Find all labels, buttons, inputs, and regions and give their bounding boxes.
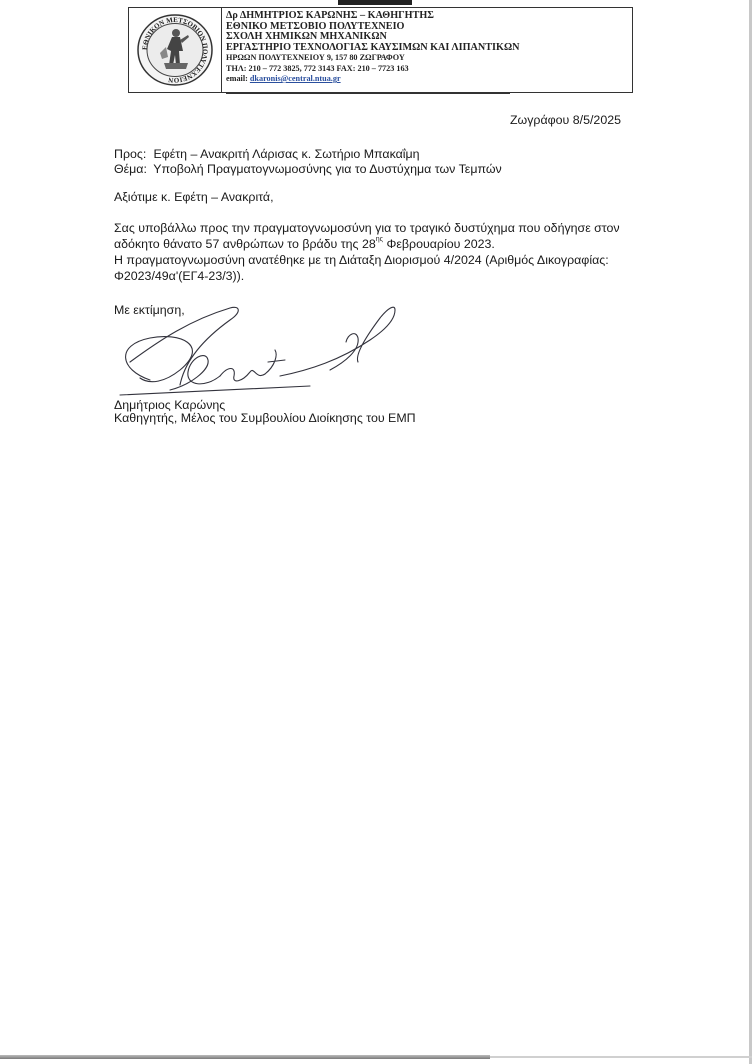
salutation: Αξιότιμε κ. Εφέτη – Ανακριτά, [114, 190, 274, 204]
email-link[interactable]: dkaronis@central.ntua.gr [249, 74, 341, 83]
body-line-1: Σας υποβάλλω προς την πραγματογνωμοσύνη για το τραγικό δυστύχημα που οδήγησε στον [114, 221, 620, 235]
phone-line: ΤΗΛ: 210 – 772 3825, 772 3143 FAX: 210 – 7723 163 [226, 63, 409, 73]
email-line [226, 74, 519, 85]
signer-name: Δημήτριος Καρώνης [114, 398, 226, 412]
body-line-3: Η πραγματογνωμοσύνη ανατέθηκε με τη Διάταξη Διορισμού 4/2024 (Αριθμός Δικογραφίας: [114, 253, 609, 267]
svg-text:ΕΘΝΙΚΟΝ ΜΕΤΣΟΒΙΟΝ ΠΟΛΥΤΕΧΝΕΙΟΝ: ΕΘΝΙΚΟΝ ΜΕΤΣΟΒΙΟΝ ΠΟΛΥΤΕΧΝΕΙΟΝ [140, 16, 210, 85]
body-line-2-end: Φεβρουαρίου 2023. [383, 237, 495, 251]
recipient-label: Προς: [114, 147, 147, 161]
closing: Με εκτίμηση, [114, 303, 185, 317]
handwritten-signature [110, 300, 410, 410]
recipient-line [114, 147, 420, 161]
bottom-rule-faint [490, 1056, 752, 1058]
subject-value: Υποβολή Πραγματογνωμοσύνης για το Δυστύχημα των Τεμπών [153, 162, 502, 176]
university-seal-icon [136, 13, 214, 87]
body-line-2 [114, 236, 634, 252]
seal-box [129, 8, 222, 92]
signer-title: Καθηγητής, Μέλος του Συμβουλίου Διοίκησης του ΕΜΠ [114, 411, 416, 425]
letterhead [128, 7, 633, 93]
body-line-2-text: αδόκητο θάνατο 57 ανθρώπων το βράδυ της 28 [114, 237, 376, 251]
letter-body [114, 220, 634, 284]
laboratory-line: ΕΡΓΑΣΤΗΡΙΟ ΤΕΧΝΟΛΟΓΙΑΣ ΚΑΥΣΙΜΩΝ ΚΑΙ ΛΙΠΑΝΤΙΚΩΝ [226, 41, 520, 53]
subject-label: Θέμα: [114, 162, 147, 176]
professor-line: Δρ ΔΗΜΗΤΡΙΟΣ ΚΑΡΩΝΗΣ – ΚΑΘΗΓΗΤΗΣ [226, 10, 434, 21]
ordinal-suffix: ης [375, 236, 384, 243]
letterhead-text [226, 11, 519, 85]
address-line: ΗΡΩΩΝ ΠΟΛΥΤΕΧΝΕΙΟΥ 9, 157 80 ΖΩΓΡΑΦΟΥ [226, 53, 405, 62]
email-label: email: [226, 74, 250, 83]
header-underline [226, 92, 510, 94]
university-line: ΕΘΝΙΚΟ ΜΕΤΣΟΒΙΟ ΠΟΛΥΤΕΧΝΕΙΟ [226, 20, 405, 32]
school-line: ΣΧΟΛΗ ΧΗΜΙΚΩΝ ΜΗΧΑΝΙΚΩΝ [226, 31, 387, 42]
scan-artifact [338, 0, 412, 5]
body-line-4: Φ2023/49α'(ΕΓ4-23/3)). [114, 269, 245, 283]
subject-line [114, 162, 502, 176]
bottom-rule [0, 1055, 490, 1059]
recipient-value: Εφέτη – Ανακριτή Λάρισας κ. Σωτήριο Μπακαΐμη [153, 147, 420, 161]
letter-date: Ζωγράφου 8/5/2025 [509, 113, 621, 127]
